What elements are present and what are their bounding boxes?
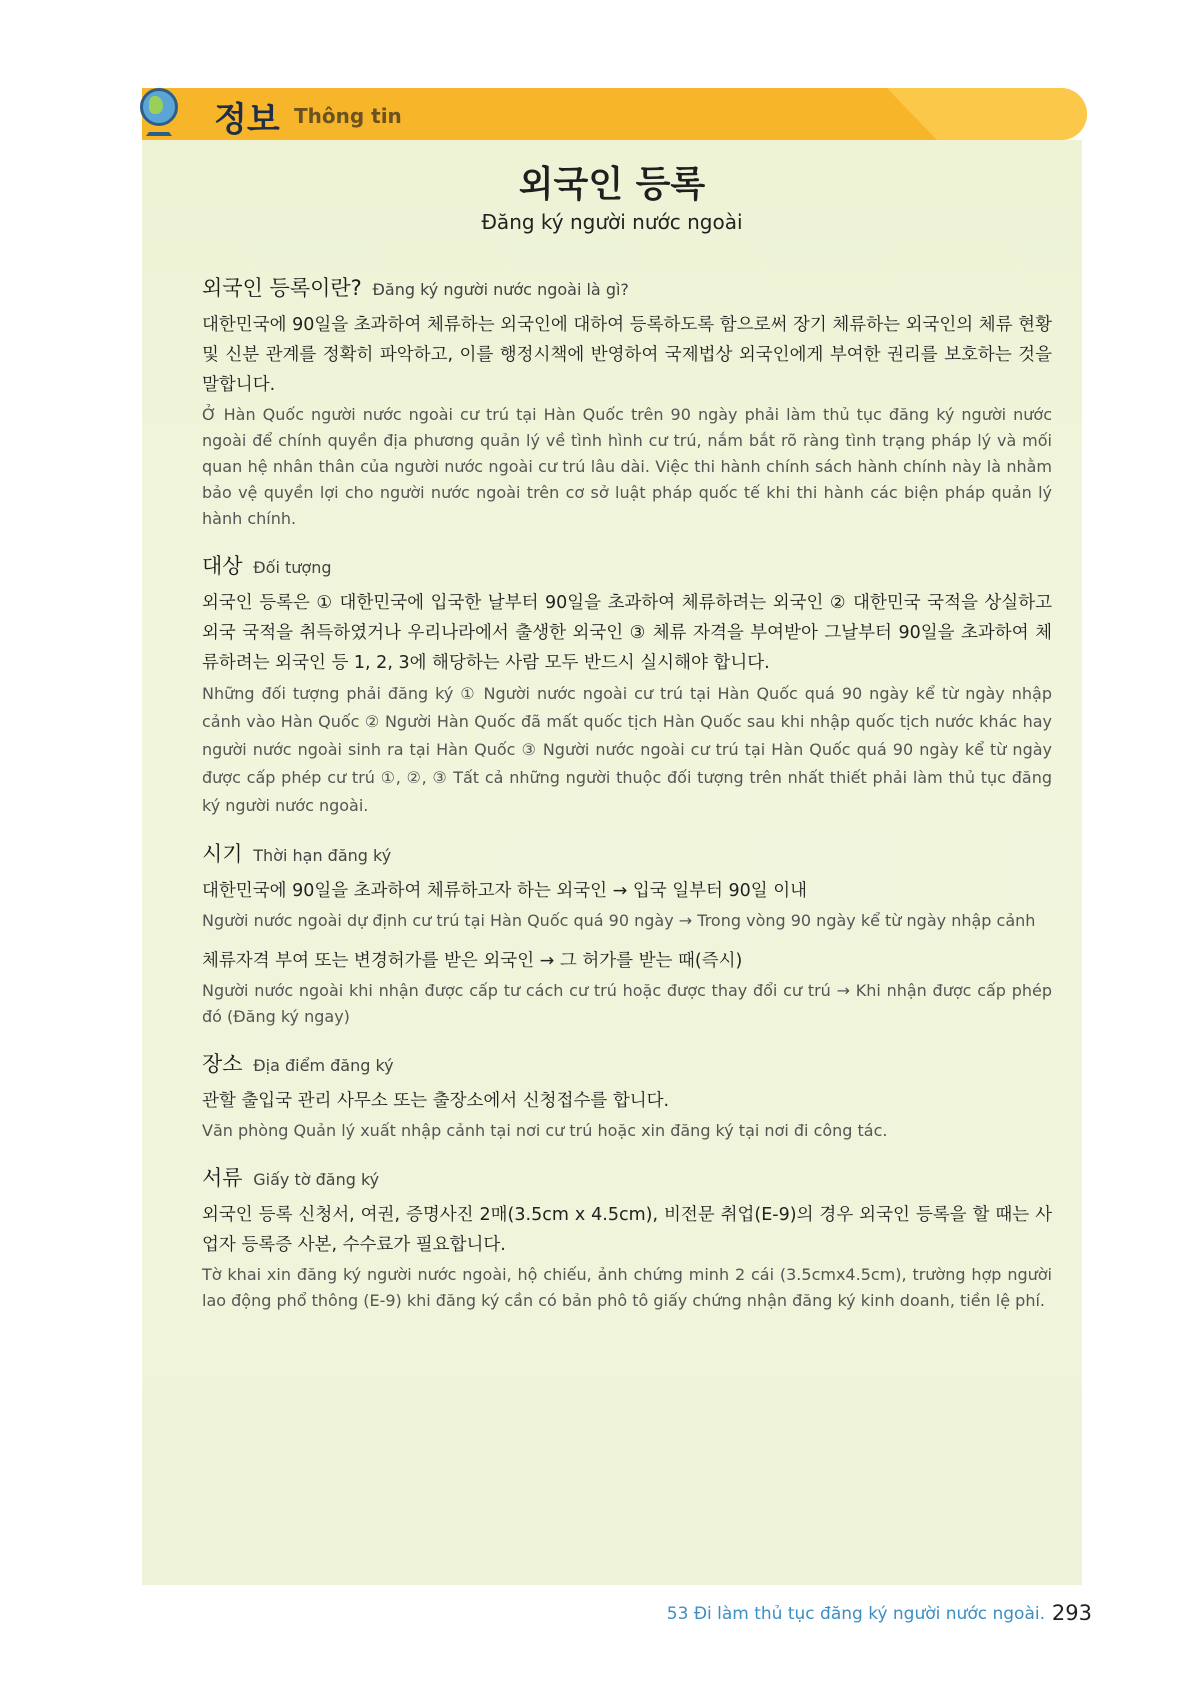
section-period (202, 838, 1052, 1030)
header-label-vi: Thông tin (294, 104, 402, 128)
paragraph-ko: 외국인 등록 신청서, 여권, 증명사진 2매(3.5cm x 4.5cm), 비전문 취업(E-9)의 경우 외국인 등록을 할 때는 사업자 등록증 사본, 수수료가 필요합니다. (202, 1205, 1052, 1255)
section-heading-vi: Địa điểm đăng ký (253, 1056, 394, 1075)
paragraph-ko: 외국인 등록은 ① 대한민국에 입국한 날부터 90일을 초과하여 체류하려는 외국인 ② 대한민국 국적을 상실하고 외국 국적을 취득하였거나 우리나라에서 출생한 외국인 ③ 체류 자격을 부여받아 그날부터 90일을 초과하여 체류하려는 외국인 등 1, 2, 3에 해당하는 사람 모두 반드시 실시해야 합니다. (202, 593, 1052, 673)
paragraph-vi: Người nước ngoài khi nhận được cấp tư cách cư trú hoặc được thay đổi cư trú → Khi nhận được cấp phép đó (Đăng ký ngay) (202, 981, 1052, 1026)
section-definition (202, 272, 1052, 532)
section-heading-vi: Đăng ký người nước ngoài là gì? (372, 280, 629, 299)
header-stripe (887, 88, 1087, 140)
paragraph-vi: Những đối tượng phải đăng ký ① Người nước ngoài cư trú tại Hàn Quốc quá 90 ngày kể từ ngày nhập cảnh vào Hàn Quốc ② Người Hàn Quốc đã mất quốc tịch Hàn Quốc sau khi nhập quốc tịch nước khác hay người nước ngoài sinh ra tại Hàn Quốc ③ Người nước ngoài cư trú tại Hàn Quốc quá 90 ngày kể từ ngày được cấp phép cư trú ①, ②, ③ Tất cả những người thuộc đối tượng trên nhất thiết phải làm thủ tục đăng ký người nước ngoài. (202, 684, 1052, 815)
section-heading (202, 838, 1052, 868)
globe-icon (140, 88, 178, 126)
section-heading (202, 272, 1052, 302)
section-heading-vi: Đối tượng (253, 558, 332, 577)
paragraph-vi: Người nước ngoài dự định cư trú tại Hàn Quốc quá 90 ngày → Trong vòng 90 ngày kể từ ngày nhập cảnh (202, 911, 1036, 930)
section-documents (202, 1162, 1052, 1314)
section-place (202, 1048, 1052, 1144)
section-heading-ko: 외국인 등록이란? (202, 276, 362, 300)
section-heading-vi: Thời hạn đăng ký (253, 846, 392, 865)
paragraph-vi: Ở Hàn Quốc người nước ngoài cư trú tại Hàn Quốc trên 90 ngày phải làm thủ tục đăng ký người nước ngoài để chính quyền địa phương quản lý về tình hình cư trú, nắm bắt rõ ràng tình trạng pháp lý và mối quan hệ nhân thân của người nước ngoài cư trú lâu dài. Việc thi hành chính sách hành chính này là nhằm bảo vệ quyền lợi cho người nước ngoài trên cơ sở luật pháp quốc tế khi thi hành các biện pháp quản lý hành chính. (202, 405, 1052, 528)
section-heading (202, 550, 1052, 580)
header-bar (142, 88, 1087, 140)
section-target (202, 550, 1052, 820)
paragraph-ko: 체류자격 부여 또는 변경허가를 받은 외국인 → 그 허가를 받는 때(즉시) (202, 951, 743, 971)
paragraph-vi: Văn phòng Quản lý xuất nhập cảnh tại nơi cư trú hoặc xin đăng ký tại nơi đi công tác. (202, 1121, 888, 1140)
page-subtitle: Đăng ký người nước ngoài (481, 210, 743, 234)
page-title: 외국인 등록 (518, 164, 706, 205)
header-label-ko: 정보 (214, 100, 280, 140)
footer-chapter-title: 53 Đi làm thủ tục đăng ký người nước ngoài. (666, 1604, 1045, 1624)
content (202, 272, 1052, 1332)
section-heading-vi: Giấy tờ đăng ký (253, 1170, 380, 1189)
paragraph-ko: 대한민국에 90일을 초과하여 체류하는 외국인에 대하여 등록하도록 함으로써 장기 체류하는 외국인의 체류 현황 및 신분 관계를 정확히 파악하고, 이를 행정시책에 반영하여 국제법상 외국인에게 부여한 권리를 보호하는 것을 말합니다. (202, 315, 1052, 395)
paragraph-vi: Tờ khai xin đăng ký người nước ngoài, hộ chiếu, ảnh chứng minh 2 cái (3.5cmx4.5cm), trường hợp người lao động phổ thông (E-9) khi đăng ký cần có bản phô tô giấy chứng nhận đăng ký kinh doanh, tiền lệ phí. (202, 1265, 1052, 1310)
paragraph-ko: 대한민국에 90일을 초과하여 체류하고자 하는 외국인 → 입국 일부터 90일 이내 (202, 881, 808, 901)
section-heading (202, 1048, 1052, 1078)
section-heading (202, 1162, 1052, 1192)
paragraph-ko: 관할 출입국 관리 사무소 또는 출장소에서 신청접수를 합니다. (202, 1091, 670, 1111)
section-heading-ko: 장소 (202, 1052, 243, 1076)
section-heading-ko: 대상 (202, 554, 243, 578)
globe-stand-icon (146, 126, 172, 136)
section-heading-ko: 서류 (202, 1166, 243, 1190)
page-number: 293 (1051, 1601, 1092, 1625)
section-heading-ko: 시기 (202, 842, 243, 866)
